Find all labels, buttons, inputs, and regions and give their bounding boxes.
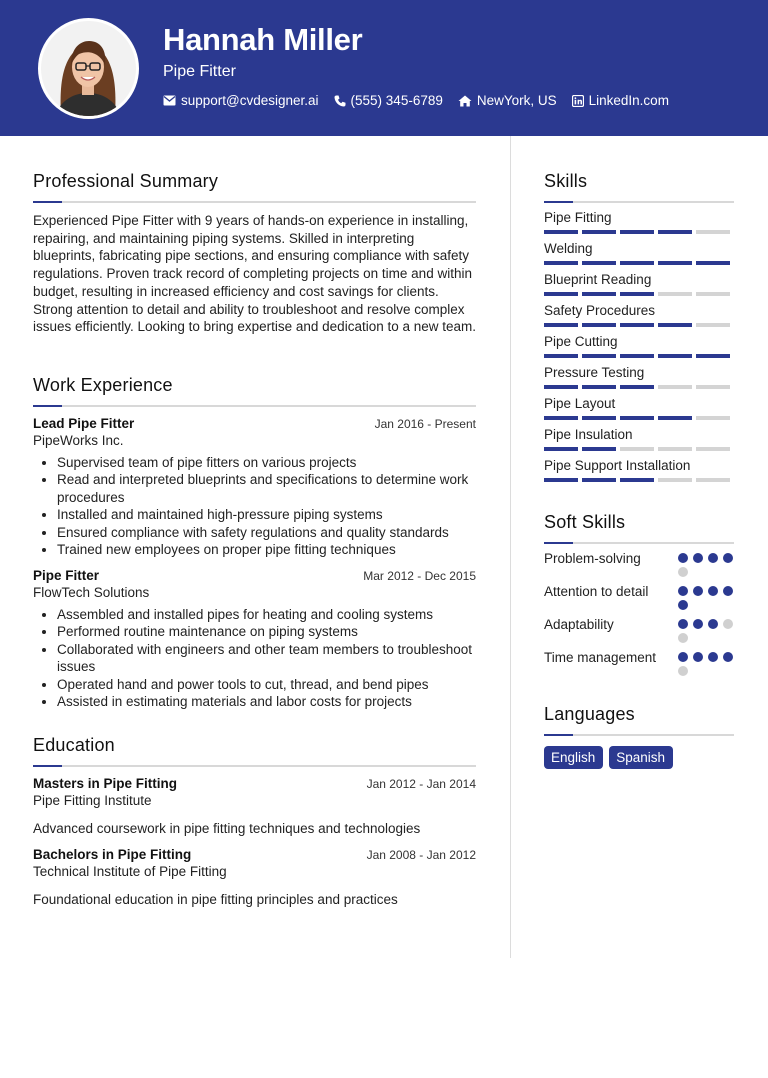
skill-level-bar [544, 385, 734, 389]
soft-skills-list [544, 550, 734, 676]
rating-dot [693, 652, 703, 662]
education-section [33, 735, 476, 907]
rating-dot [678, 567, 688, 577]
main-column [33, 136, 476, 907]
section-rule [544, 734, 734, 736]
skill-name: Pipe Fitting [544, 210, 612, 225]
rating-dot [678, 600, 688, 610]
skill-name: Pipe Insulation [544, 427, 633, 442]
skill-level-segment [620, 447, 654, 451]
skill-item [544, 210, 734, 234]
job-duties [57, 606, 476, 711]
skill-level-segment [544, 292, 578, 296]
header [0, 0, 768, 136]
duty-item: • Assembled and installed pipes for heating and cooling systems [57, 606, 476, 624]
soft-skills-section [544, 512, 734, 676]
soft-skill-item [544, 550, 734, 577]
degree-title: Bachelors in Pipe Fitting [33, 846, 192, 862]
skill-level-segment [544, 478, 578, 482]
job-company: FlowTech Solutions [33, 584, 150, 600]
section-rule [544, 201, 734, 203]
contact-phone[interactable] [334, 93, 443, 108]
skill-level-segment [582, 261, 616, 265]
contact-email[interactable] [163, 93, 319, 108]
skill-item [544, 427, 734, 451]
rating-dot [678, 586, 688, 596]
duty-item: • Operated hand and power tools to cut, thread, and bend pipes [57, 676, 476, 694]
soft-skill-rating [678, 550, 734, 577]
job-title: Lead Pipe Fitter [33, 415, 135, 431]
contact-email-text: support@cvdesigner.ai [181, 93, 319, 108]
skill-level-segment [544, 354, 578, 358]
skill-level-segment [658, 292, 692, 296]
contact-linkedin-text: LinkedIn.com [588, 93, 669, 108]
skill-level-bar [544, 323, 734, 327]
summary-title: Professional Summary [33, 171, 219, 191]
rating-dot [678, 553, 688, 563]
languages-section [544, 704, 734, 769]
degree-description: Foundational education in pipe fitting principles and practices [33, 891, 398, 907]
skill-item [544, 334, 734, 358]
candidate-name: Hannah Miller [163, 22, 363, 57]
skill-level-segment [658, 230, 692, 234]
skill-level-segment [696, 292, 730, 296]
skill-level-segment [658, 385, 692, 389]
skill-level-segment [658, 447, 692, 451]
skill-level-segment [544, 416, 578, 420]
skill-level-segment [620, 230, 654, 234]
skill-level-segment [696, 230, 730, 234]
rating-dot [693, 619, 703, 629]
linkedin-icon [572, 95, 584, 107]
language-tag: Spanish [609, 746, 673, 769]
skill-level-segment [696, 354, 730, 358]
school-name: Pipe Fitting Institute [33, 792, 152, 808]
skill-level-segment [696, 323, 730, 327]
skills-section [544, 171, 734, 482]
candidate-role: Pipe Fitter [163, 63, 236, 80]
skill-item [544, 303, 734, 327]
skill-level-segment [696, 478, 730, 482]
skill-level-segment [696, 385, 730, 389]
duty-item: • Collaborated with engineers and other team members to troubleshoot issues [57, 641, 476, 676]
summary-section [33, 171, 476, 336]
skill-level-segment [620, 416, 654, 420]
soft-skill-rating [678, 616, 734, 643]
skill-name: Pipe Cutting [544, 334, 618, 349]
job-title: Pipe Fitter [33, 567, 100, 583]
rating-dot [723, 652, 733, 662]
skills-title: Skills [544, 171, 588, 191]
skill-name: Pipe Layout [544, 396, 616, 411]
experience-title: Work Experience [33, 374, 173, 395]
skill-name: Pipe Support Installation [544, 458, 691, 473]
side-column [544, 136, 734, 769]
skill-level-segment [658, 478, 692, 482]
skill-item [544, 365, 734, 389]
skill-level-segment [582, 416, 616, 420]
skill-level-segment [582, 292, 616, 296]
rating-dot [723, 553, 733, 563]
rating-dot [678, 619, 688, 629]
home-icon [458, 95, 472, 107]
summary-text: Experienced Pipe Fitter with 9 years of hands-on experience in installing, repairing, and maintaining piping systems. Skilled in interpreting blueprints, fabricating pipe sections, and ensuring compliance with safety regulations. Proven track record of completing projects on time and within budget, resulting in increased efficiency and cost savings for clients. Strong attention to detail and ability to troubleshoot and resolve complex issues efficiently. Looking to bring expertise and dedication to a new team. [33, 213, 477, 335]
job-entry [33, 416, 476, 559]
soft-skill-rating [678, 583, 734, 610]
soft-skill-item [544, 583, 734, 610]
avatar [38, 18, 139, 119]
duty-item: • Read and interpreted blueprints and specifications to determine work procedures [57, 471, 476, 506]
section-rule [33, 201, 476, 203]
duty-item: • Supervised team of pipe fitters on various projects [57, 454, 476, 472]
skill-level-segment [696, 416, 730, 420]
skills-list [544, 210, 734, 482]
rating-dot [708, 553, 718, 563]
soft-skill-item [544, 616, 734, 643]
language-tag: English [544, 746, 603, 769]
degree-date: Jan 2012 - Jan 2014 [366, 776, 476, 791]
section-rule [33, 405, 476, 407]
skill-level-segment [582, 447, 616, 451]
skill-level-segment [544, 385, 578, 389]
skill-level-bar [544, 230, 734, 234]
skill-level-segment [620, 354, 654, 358]
degree-description: Advanced coursework in pipe fitting techniques and technologies [33, 820, 421, 836]
skill-level-segment [582, 385, 616, 389]
soft-skill-name: Problem-solving [544, 551, 641, 566]
rating-dot [693, 586, 703, 596]
skill-level-segment [582, 230, 616, 234]
contact-phone-text: (555) 345-6789 [350, 93, 443, 108]
skill-level-bar [544, 261, 734, 265]
rating-dot [708, 652, 718, 662]
skill-level-segment [544, 230, 578, 234]
skill-level-segment [658, 354, 692, 358]
skill-name: Blueprint Reading [544, 272, 652, 287]
skill-level-segment [620, 478, 654, 482]
skill-level-segment [582, 323, 616, 327]
skill-level-bar [544, 292, 734, 296]
contact-linkedin[interactable] [572, 93, 669, 108]
education-entry [33, 847, 476, 907]
rating-dot [708, 586, 718, 596]
contact-list [163, 93, 669, 108]
duty-item: • Assisted in estimating materials and labor costs for projects [57, 693, 476, 711]
soft-skill-name: Attention to detail [544, 584, 649, 599]
skill-level-segment [620, 292, 654, 296]
skill-item [544, 272, 734, 296]
school-name: Technical Institute of Pipe Fitting [33, 863, 227, 879]
skill-level-segment [544, 447, 578, 451]
rating-dot [723, 586, 733, 596]
duty-item: • Trained new employees on proper pipe fitting techniques [57, 541, 476, 559]
skill-level-bar [544, 447, 734, 451]
job-company: PipeWorks Inc. [33, 432, 124, 448]
portrait-image [41, 21, 136, 116]
phone-icon [334, 95, 346, 107]
skill-level-segment [582, 478, 616, 482]
duty-item: • Performed routine maintenance on piping systems [57, 623, 476, 641]
education-title: Education [33, 734, 115, 755]
soft-skills-title: Soft Skills [544, 512, 626, 532]
contact-location-text: NewYork, US [476, 93, 557, 108]
skill-level-segment [544, 323, 578, 327]
experience-section [33, 375, 476, 711]
contact-location [458, 93, 557, 108]
rating-dot [708, 619, 718, 629]
job-entry [33, 568, 476, 711]
rating-dot [678, 652, 688, 662]
skill-name: Safety Procedures [544, 303, 656, 318]
soft-skill-rating [678, 649, 734, 676]
education-entry [33, 776, 476, 836]
section-rule [544, 542, 734, 544]
job-duties [57, 454, 476, 559]
skill-level-segment [620, 323, 654, 327]
envelope-icon [163, 95, 176, 106]
skill-level-segment [658, 323, 692, 327]
skill-level-segment [582, 354, 616, 358]
soft-skill-name: Time management [544, 650, 657, 665]
soft-skill-item [544, 649, 734, 676]
skill-item [544, 241, 734, 265]
degree-title: Masters in Pipe Fitting [33, 775, 178, 791]
skill-name: Pressure Testing [544, 365, 645, 380]
duty-item: • Installed and maintained high-pressure piping systems [57, 506, 476, 524]
section-rule [33, 765, 476, 767]
language-tags [544, 746, 734, 769]
skill-item [544, 458, 734, 482]
duty-item: • Ensured compliance with safety regulations and quality standards [57, 524, 476, 542]
languages-title: Languages [544, 704, 635, 724]
rating-dot [693, 553, 703, 563]
rating-dot [678, 633, 688, 643]
job-date: Jan 2016 - Present [374, 416, 476, 431]
skill-level-segment [658, 261, 692, 265]
skill-name: Welding [544, 241, 593, 256]
soft-skill-name: Adaptability [544, 617, 614, 632]
rating-dot [723, 619, 733, 629]
job-date: Mar 2012 - Dec 2015 [363, 568, 476, 583]
skill-level-segment [696, 261, 730, 265]
skill-level-bar [544, 478, 734, 482]
skill-level-segment [658, 416, 692, 420]
degree-date: Jan 2008 - Jan 2012 [366, 847, 476, 862]
skill-level-segment [696, 447, 730, 451]
skill-level-segment [544, 261, 578, 265]
skill-level-segment [620, 261, 654, 265]
skill-level-bar [544, 354, 734, 358]
column-divider [510, 136, 511, 958]
rating-dot [678, 666, 688, 676]
skill-item [544, 396, 734, 420]
skill-level-bar [544, 416, 734, 420]
skill-level-segment [620, 385, 654, 389]
